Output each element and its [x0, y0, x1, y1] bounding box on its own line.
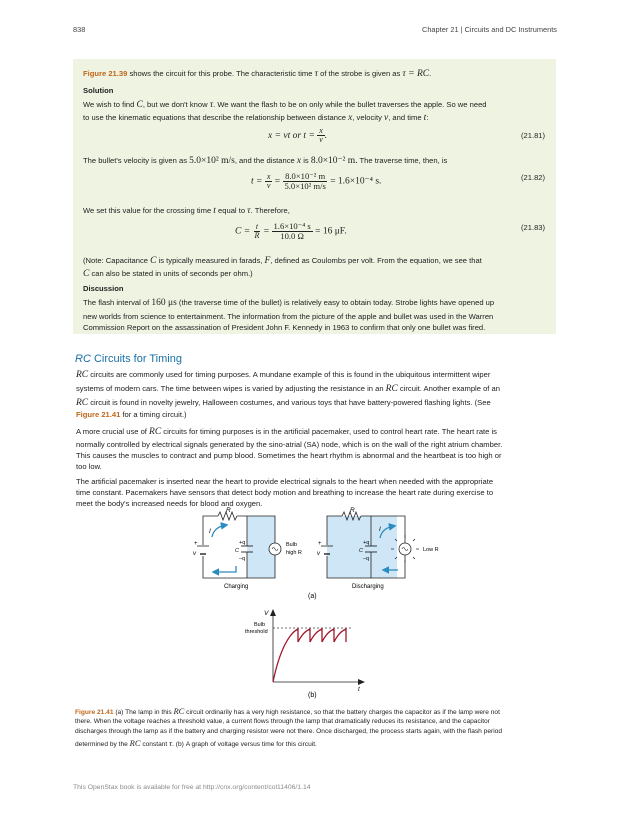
- text: The flash interval of: [83, 298, 152, 307]
- resistor-label: R: [226, 507, 231, 514]
- eq3-f2-den: 10.0 Ω: [280, 231, 304, 242]
- rc-term: RC: [173, 706, 185, 716]
- y-axis-arrow: [270, 609, 276, 616]
- var-c: C: [83, 269, 90, 279]
- footer: This OpenStax book is available for free at http://cnx.org/content/col11406/1.14: [73, 784, 311, 791]
- text: . (b) A graph of voltage versus time for this circuit.: [172, 741, 317, 748]
- section-title-rest: Circuits for Timing: [90, 353, 182, 365]
- part-a-label: (a): [308, 593, 317, 600]
- bulb-label: Bulb: [286, 542, 298, 548]
- text: determined by the: [75, 741, 130, 748]
- text: The traverse time, then, is: [357, 156, 448, 165]
- discharging-circuit: [317, 507, 439, 590]
- eq2-lhs: t =: [251, 176, 265, 187]
- discharge-highlight: [327, 516, 397, 578]
- low-r-label: Low R: [423, 547, 439, 553]
- chapter-title: Chapter 21 | Circuits and DC Instruments: [421, 25, 557, 34]
- flash-interval: 160 μs: [151, 298, 177, 308]
- tau-equation: τ = RC: [402, 69, 430, 79]
- current-label: I: [379, 526, 381, 533]
- distance-value: 8.0×10⁻² m.: [310, 156, 358, 166]
- voltage-time-graph: [245, 609, 365, 693]
- p3-line-1: The artificial pacemaker is inserted near the heart to provide electrical signals to the heart when needed with the appropriate: [76, 477, 494, 486]
- var-x: x: [296, 156, 302, 166]
- var-f: F: [264, 256, 271, 266]
- text: circuit. Another example of an: [397, 384, 500, 393]
- current-arrow-return: [214, 566, 236, 572]
- caption-figure-label: Figure 21.41: [75, 709, 114, 716]
- text: , and the distance: [234, 156, 297, 165]
- eq1-end: .: [324, 131, 328, 142]
- rc-term: RC: [385, 384, 398, 394]
- text: We set this value for the crossing time: [83, 206, 214, 215]
- text: equal to: [215, 206, 248, 215]
- eq3-f1-num: t: [255, 221, 259, 231]
- discussion-heading: Discussion: [83, 284, 124, 293]
- eq3-f2-num: 1.6×10⁻⁴ s: [273, 221, 311, 231]
- equation-number-21-83: (21.83): [521, 223, 546, 232]
- figure-link-21-41[interactable]: Figure 21.41: [76, 410, 121, 419]
- cap-minus-q: –q: [363, 556, 370, 562]
- battery-plus: +: [194, 541, 198, 547]
- text: circuits are commonly used for timing purposes. A mundane example of this is found in the ubiquitous intermittent wiper: [88, 370, 491, 379]
- text: :: [426, 113, 429, 122]
- y-axis-label: V: [264, 610, 269, 617]
- text: (the traverse time of the bullet) is relatively easy to obtain today. Strobe lights have opened up: [176, 298, 495, 307]
- eq2-result: = 1.6×10⁻⁴ s.: [327, 176, 382, 187]
- battery-plus: +: [318, 541, 322, 547]
- equation-number-21-82: (21.82): [521, 173, 546, 182]
- tau-symbol: τ: [169, 738, 173, 748]
- eq1-num: x: [319, 126, 323, 135]
- text: is: [301, 156, 311, 165]
- text: The bullet's velocity is given as: [83, 156, 190, 165]
- text: , and time: [388, 113, 424, 122]
- x-axis-arrow: [358, 679, 365, 685]
- caption-line-4: [75, 737, 317, 750]
- eq2-f2-num: 8.0×10⁻² m: [285, 171, 326, 181]
- eq1-text: x = vt or t =: [268, 131, 318, 142]
- high-r-label: high R: [286, 550, 302, 556]
- text: constant: [140, 741, 170, 748]
- discussion-line-2: new worlds from science to entertainment. The information from the picture of the apple and bullet was used in the Warren: [83, 312, 494, 321]
- var-v: v: [383, 113, 389, 123]
- tau-symbol: τ: [314, 69, 318, 79]
- text: circuit is found in novelty jewelry, Halloween costumes, and various toys that have battery-powered flashing lights. (See: [88, 398, 491, 407]
- eq2-f1-num: x: [266, 171, 271, 181]
- p3-line-3: meet the body's increased needs for blood and oxygen.: [76, 499, 263, 508]
- discharging-label: Discharging: [352, 584, 384, 590]
- text: (a) The lamp in this: [113, 709, 174, 716]
- current-label: I: [209, 528, 211, 535]
- eq2-f2-den: 5.0×10² m/s: [284, 181, 326, 192]
- intro-text: shows the circuit for this probe. The characteristic time: [127, 69, 315, 78]
- var-t: t: [423, 113, 427, 123]
- equation-number-21-81: (21.81): [521, 131, 546, 140]
- cap-plus-q: +q: [363, 540, 370, 546]
- var-t: t: [213, 206, 216, 216]
- battery-v: v: [317, 551, 320, 557]
- var-x: x: [348, 113, 353, 123]
- cap-c-label: C: [359, 548, 363, 554]
- solution-heading: Solution: [83, 86, 114, 95]
- caption-line-3: discharges through the lamp as if the battery and charging resistor were not there. Once discharged, the process starts again, with the flash period: [75, 728, 502, 735]
- var-tau: τ: [247, 206, 251, 216]
- text: for a timing circuit.): [120, 410, 187, 419]
- p2-line-2: normally controlled by electrical signals generated by the sino-atrial (SA) node, which is on the wall of the right atrium chamber.: [76, 440, 503, 449]
- eq3-equals: =: [261, 226, 272, 237]
- eq3-f1-den: R: [254, 231, 260, 241]
- text: . Therefore,: [250, 206, 290, 215]
- var-tau: τ: [209, 100, 214, 110]
- part-b-label: (b): [308, 692, 317, 699]
- discussion-line-3: Commission Report on the assassination of President John F. Kennedy in 1963 to confirm that only one bullet was fired.: [83, 323, 486, 332]
- rc-term: RC: [76, 398, 89, 408]
- threshold-label-1: Bulb: [254, 622, 266, 628]
- page-number: 838: [73, 25, 86, 34]
- resistor-label: R: [350, 507, 355, 514]
- battery-v: v: [193, 551, 196, 557]
- text: can also be stated in units of seconds per ohm.): [89, 269, 253, 278]
- charging-circuit: [193, 507, 302, 590]
- intro-text-2: of the strobe is given as: [317, 69, 403, 78]
- voltage-curve: [273, 629, 346, 682]
- text: , but we don't know: [142, 100, 210, 109]
- intro-end: .: [429, 69, 432, 78]
- section-title-rc: RC: [75, 353, 91, 365]
- eq1-den: v: [319, 135, 323, 145]
- threshold-label-2: threshold: [245, 629, 268, 635]
- p2-line-3: This causes the muscles to contract and pump blood. Sometimes the heart rhythm is abnormal and the heartbeat is too high or: [76, 451, 502, 460]
- caption-line-1: [75, 705, 500, 718]
- rc-term: RC: [129, 738, 141, 748]
- x-axis-label: t: [358, 686, 360, 693]
- caption-line-2: there. When the voltage reaches a threshold value, a current flows through the lamp that dramatically reduces its resistance, and the capacitor: [75, 718, 490, 725]
- text: , velocity: [352, 113, 384, 122]
- text: A more crucial use of: [76, 427, 150, 436]
- current-arrow: [212, 525, 226, 537]
- figure-link-21-39[interactable]: Figure 21.39: [83, 69, 128, 78]
- cap-c-label: C: [235, 548, 239, 554]
- text: . We want the flash to be on only while the bullet traverses the apple. So we need: [213, 100, 487, 109]
- eq2-f1-den: v: [266, 181, 271, 191]
- charging-label: Charging: [224, 584, 249, 590]
- eq3-result: = 16 μF.: [312, 226, 347, 237]
- p2-line-4: too low.: [76, 462, 102, 471]
- eq3-lhs: C =: [235, 226, 253, 237]
- text: circuits for timing purposes is in the artificial pacemaker, used to control heart rate. The heart rate is: [161, 427, 497, 436]
- text: systems of modern cars. The time between wipes is varied by adjusting the resistance in an: [76, 384, 386, 393]
- text: circuit ordinarily has a very high resistance, so that the battery charges the capacitor as if the lamp were not: [184, 709, 500, 716]
- rc-term: RC: [149, 427, 162, 437]
- p3-line-2: time constant. Pacemakers have sensors that detect body motion and breathing to increase the heart rate during exercise to: [76, 488, 494, 497]
- cap-plus-q: +q: [239, 540, 246, 546]
- cap-minus-q: –q: [239, 556, 246, 562]
- var-c: C: [150, 256, 157, 266]
- text: is typically measured in farads,: [156, 256, 265, 265]
- eq2-equals: =: [272, 176, 283, 187]
- rc-term: RC: [76, 370, 89, 380]
- text: (Note: Capacitance: [83, 256, 151, 265]
- text: to use the kinematic equations that describe the relationship between distance: [83, 113, 349, 122]
- var-c: C: [136, 100, 143, 110]
- text: , defined as Coulombs per volt. From the equation, we see that: [270, 256, 482, 265]
- velocity-value: 5.0×10² m/s: [189, 156, 235, 166]
- text: We wish to find: [83, 100, 137, 109]
